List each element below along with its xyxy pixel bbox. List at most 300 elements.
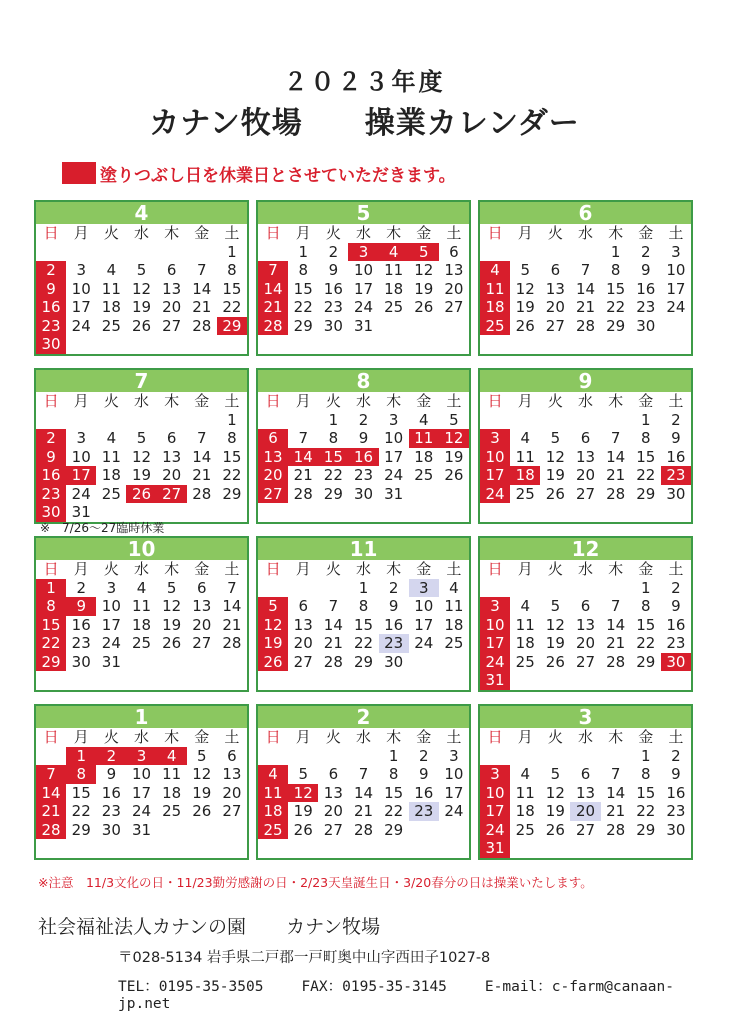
empty-cell bbox=[318, 671, 348, 690]
day-cell: 31 bbox=[480, 671, 510, 690]
day-cell: 8 bbox=[641, 765, 651, 783]
empty-cell bbox=[480, 243, 510, 262]
day-cell: 27 bbox=[258, 485, 288, 504]
empty-cell bbox=[318, 503, 348, 522]
day-cell: 12 bbox=[545, 783, 565, 802]
day-cell: 24 bbox=[353, 298, 374, 316]
weekday-label: 金 bbox=[638, 728, 654, 746]
weekday-label: 月 bbox=[295, 728, 311, 746]
empty-cell bbox=[187, 335, 217, 354]
day-cell: 2 bbox=[671, 410, 681, 429]
empty-cell bbox=[187, 671, 217, 690]
day-cell: 23 bbox=[36, 317, 66, 336]
weekday-label: 日 bbox=[487, 560, 503, 578]
empty-cell bbox=[288, 671, 318, 690]
day-cell: 19 bbox=[545, 466, 565, 484]
day-cell: 10 bbox=[353, 261, 374, 279]
day-cell: 22 bbox=[606, 298, 626, 316]
day-cell: 29 bbox=[636, 484, 656, 503]
day-cell: 10 bbox=[444, 765, 464, 783]
empty-cell bbox=[570, 243, 600, 262]
empty-cell bbox=[348, 503, 378, 522]
month-grid bbox=[480, 224, 691, 354]
day-cell: 20 bbox=[545, 298, 565, 316]
month-grid bbox=[36, 392, 247, 522]
empty-cell bbox=[288, 747, 318, 766]
day-cell: 22 bbox=[71, 802, 91, 820]
day-cell: 7 bbox=[258, 261, 288, 280]
day-cell: 23 bbox=[409, 802, 439, 821]
day-cell: 4 bbox=[520, 765, 530, 783]
day-cell: 19 bbox=[414, 279, 434, 298]
day-cell: 25 bbox=[131, 634, 152, 652]
day-cell: 2 bbox=[328, 242, 339, 261]
day-cell: 26 bbox=[192, 802, 212, 820]
day-cell: 7 bbox=[610, 765, 621, 783]
weekday-label: 日 bbox=[265, 224, 281, 242]
day-cell: 5 bbox=[520, 261, 530, 279]
legend-closed-swatch bbox=[62, 162, 96, 184]
day-cell: 7 bbox=[197, 261, 207, 279]
day-cell: 1 bbox=[358, 578, 369, 597]
empty-cell bbox=[157, 243, 187, 262]
day-cell: 15 bbox=[293, 279, 313, 298]
legend-text: 塗りつぶし日を休業日とさせていただきます。 bbox=[100, 165, 456, 186]
empty-cell bbox=[439, 317, 469, 336]
empty-cell bbox=[480, 747, 510, 766]
empty-cell bbox=[288, 839, 318, 858]
day-cell: 11 bbox=[515, 447, 535, 466]
day-cell: 6 bbox=[258, 429, 288, 448]
day-cell: 27 bbox=[323, 820, 343, 839]
day-cell: 26 bbox=[126, 485, 156, 504]
empty-cell bbox=[540, 579, 570, 598]
empty-cell bbox=[66, 411, 96, 430]
empty-cell bbox=[540, 747, 570, 766]
empty-cell bbox=[288, 335, 318, 354]
empty-cell bbox=[348, 747, 378, 766]
day-cell: 24 bbox=[101, 634, 121, 652]
day-cell: 20 bbox=[162, 298, 182, 316]
day-cell: 26 bbox=[515, 316, 535, 335]
day-cell: 8 bbox=[641, 597, 651, 615]
empty-cell bbox=[126, 839, 156, 858]
empty-cell bbox=[96, 335, 126, 354]
day-cell: 6 bbox=[328, 765, 339, 783]
tel: TEL：0195-35-3505 bbox=[118, 979, 264, 995]
empty-cell bbox=[157, 839, 187, 858]
weekday-label: 水 bbox=[355, 224, 371, 242]
day-cell: 13 bbox=[545, 279, 565, 298]
day-cell: 7 bbox=[298, 429, 308, 447]
day-cell: 12 bbox=[515, 279, 535, 298]
weekday-label: 土 bbox=[668, 560, 684, 578]
day-cell: 4 bbox=[520, 429, 530, 447]
empty-cell bbox=[601, 411, 631, 430]
empty-cell bbox=[258, 411, 288, 430]
weekday-label: 月 bbox=[517, 728, 533, 746]
day-cell: 22 bbox=[353, 634, 374, 652]
empty-cell bbox=[510, 243, 540, 262]
day-cell: 19 bbox=[293, 802, 313, 820]
month-grid bbox=[480, 392, 691, 522]
day-cell: 16 bbox=[414, 783, 434, 802]
day-cell: 26 bbox=[414, 298, 434, 316]
day-cell: 6 bbox=[227, 746, 237, 765]
day-cell: 19 bbox=[131, 298, 152, 316]
day-cell: 29 bbox=[293, 316, 313, 335]
day-cell: 20 bbox=[258, 466, 288, 485]
day-cell: 25 bbox=[384, 298, 404, 316]
day-cell: 17 bbox=[353, 279, 374, 298]
day-cell: 22 bbox=[384, 802, 404, 820]
farm-name: カナン牧場 bbox=[286, 916, 381, 938]
day-cell: 7 bbox=[227, 578, 237, 597]
empty-cell bbox=[157, 335, 187, 354]
day-cell: 9 bbox=[388, 597, 399, 615]
day-cell: 9 bbox=[641, 261, 651, 279]
weekday-label: 土 bbox=[668, 728, 684, 746]
day-cell: 10 bbox=[480, 616, 510, 635]
empty-cell bbox=[36, 839, 66, 858]
empty-cell bbox=[601, 671, 631, 690]
weekday-label: 月 bbox=[73, 560, 89, 578]
day-cell: 3 bbox=[480, 765, 510, 784]
day-cell: 15 bbox=[353, 615, 374, 634]
day-cell: 28 bbox=[323, 652, 343, 671]
empty-cell bbox=[379, 671, 409, 690]
day-cell: 18 bbox=[515, 802, 535, 820]
organization-name: 社会福祉法人カナンの園 bbox=[38, 916, 247, 938]
day-cell: 4 bbox=[106, 261, 117, 279]
empty-cell bbox=[348, 839, 378, 858]
day-cell: 14 bbox=[606, 447, 626, 466]
day-cell: 19 bbox=[131, 466, 152, 484]
day-cell: 12 bbox=[545, 615, 565, 634]
day-cell: 18 bbox=[101, 298, 121, 316]
day-cell: 10 bbox=[414, 597, 434, 615]
day-cell: 13 bbox=[258, 448, 288, 467]
day-cell: 16 bbox=[71, 615, 91, 634]
day-cell: 31 bbox=[353, 316, 374, 335]
day-cell: 20 bbox=[192, 615, 212, 634]
month-3 bbox=[478, 704, 693, 860]
day-cell: 10 bbox=[384, 429, 404, 447]
day-cell: 2 bbox=[671, 578, 681, 597]
empty-cell bbox=[217, 653, 247, 672]
weekday-label: 火 bbox=[103, 728, 119, 746]
day-cell: 9 bbox=[671, 429, 681, 447]
day-cell: 20 bbox=[162, 466, 182, 484]
day-cell: 20 bbox=[323, 802, 343, 820]
day-cell: 14 bbox=[36, 784, 66, 803]
day-cell: 4 bbox=[106, 429, 117, 447]
month-10 bbox=[34, 536, 249, 692]
month-grid bbox=[480, 728, 691, 858]
empty-cell bbox=[409, 317, 439, 336]
day-cell: 21 bbox=[222, 615, 242, 634]
day-cell: 28 bbox=[606, 652, 626, 671]
weekday-label: 日 bbox=[487, 392, 503, 410]
day-cell: 8 bbox=[358, 597, 369, 615]
weekday-label: 月 bbox=[73, 728, 89, 746]
day-cell: 2 bbox=[671, 746, 681, 765]
day-cell: 18 bbox=[414, 447, 434, 466]
organization-line bbox=[38, 912, 420, 939]
day-cell: 30 bbox=[71, 652, 91, 671]
empty-cell bbox=[661, 317, 691, 336]
day-cell: 2 bbox=[36, 261, 66, 280]
day-cell: 25 bbox=[515, 484, 535, 503]
day-cell: 14 bbox=[222, 597, 242, 615]
day-cell: 14 bbox=[192, 447, 212, 466]
empty-cell bbox=[631, 671, 661, 690]
day-cell: 16 bbox=[323, 279, 343, 298]
empty-cell bbox=[217, 839, 247, 858]
month-header: 6 bbox=[480, 202, 691, 224]
day-cell: 24 bbox=[666, 298, 686, 316]
day-cell: 11 bbox=[444, 597, 464, 615]
weekday-label: 金 bbox=[638, 560, 654, 578]
empty-cell bbox=[157, 671, 187, 690]
weekday-label: 土 bbox=[224, 560, 240, 578]
month-grid bbox=[258, 560, 469, 690]
day-cell: 11 bbox=[384, 261, 404, 279]
empty-cell bbox=[379, 839, 409, 858]
day-cell: 18 bbox=[384, 279, 404, 298]
day-cell: 3 bbox=[480, 597, 510, 616]
weekday-label: 水 bbox=[355, 392, 371, 410]
month-6 bbox=[478, 200, 693, 356]
weekday-label: 月 bbox=[517, 224, 533, 242]
day-cell: 30 bbox=[353, 484, 374, 503]
day-cell: 9 bbox=[358, 429, 369, 447]
day-cell: 27 bbox=[162, 316, 182, 335]
day-cell: 18 bbox=[258, 802, 288, 821]
day-cell: 21 bbox=[606, 466, 626, 484]
empty-cell bbox=[66, 671, 96, 690]
day-cell: 31 bbox=[131, 820, 152, 839]
day-cell: 8 bbox=[641, 429, 651, 447]
empty-cell bbox=[258, 579, 288, 598]
day-cell: 9 bbox=[36, 280, 66, 299]
empty-cell bbox=[409, 839, 439, 858]
day-cell: 1 bbox=[227, 242, 237, 261]
empty-cell bbox=[348, 335, 378, 354]
empty-cell bbox=[96, 243, 126, 262]
day-cell: 16 bbox=[348, 448, 378, 467]
empty-cell bbox=[409, 671, 439, 690]
weekday-label: 月 bbox=[295, 392, 311, 410]
weekday-label: 木 bbox=[608, 728, 624, 746]
day-cell: 19 bbox=[162, 615, 182, 634]
month-12 bbox=[478, 536, 693, 692]
weekday-label: 金 bbox=[416, 224, 432, 242]
empty-cell bbox=[217, 821, 247, 840]
day-cell: 15 bbox=[636, 447, 656, 466]
empty-cell bbox=[157, 821, 187, 840]
empty-cell bbox=[631, 335, 661, 354]
weekday-label: 日 bbox=[487, 224, 503, 242]
empty-cell bbox=[480, 579, 510, 598]
empty-cell bbox=[510, 671, 540, 690]
weekday-label: 火 bbox=[547, 560, 563, 578]
day-cell: 12 bbox=[131, 279, 152, 298]
day-cell: 10 bbox=[131, 765, 152, 783]
day-cell: 11 bbox=[409, 429, 439, 448]
weekday-label: 土 bbox=[224, 224, 240, 242]
day-cell: 12 bbox=[545, 447, 565, 466]
day-cell: 15 bbox=[36, 616, 66, 635]
empty-cell bbox=[96, 839, 126, 858]
day-cell: 6 bbox=[580, 429, 591, 447]
day-cell: 10 bbox=[480, 784, 510, 803]
day-cell: 15 bbox=[636, 783, 656, 802]
day-cell: 25 bbox=[162, 802, 182, 820]
weekday-label: 土 bbox=[446, 560, 462, 578]
day-cell: 28 bbox=[192, 316, 212, 335]
empty-cell bbox=[96, 671, 126, 690]
weekday-label: 土 bbox=[668, 392, 684, 410]
day-cell: 23 bbox=[379, 634, 409, 653]
day-cell: 2 bbox=[76, 578, 86, 597]
weekday-label: 金 bbox=[416, 560, 432, 578]
day-cell: 1 bbox=[610, 242, 621, 261]
day-cell: 29 bbox=[36, 653, 66, 672]
empty-cell bbox=[540, 335, 570, 354]
day-cell: 17 bbox=[444, 783, 464, 802]
day-cell: 30 bbox=[666, 820, 686, 839]
empty-cell bbox=[439, 839, 469, 858]
day-cell: 22 bbox=[36, 634, 66, 653]
day-cell: 13 bbox=[222, 765, 242, 783]
empty-cell bbox=[187, 243, 217, 262]
day-cell: 23 bbox=[666, 634, 686, 652]
empty-cell bbox=[540, 503, 570, 522]
day-cell: 13 bbox=[323, 783, 343, 802]
day-cell: 22 bbox=[293, 298, 313, 316]
weekday-label: 水 bbox=[133, 560, 149, 578]
day-cell: 22 bbox=[636, 634, 656, 652]
month-grid bbox=[258, 224, 469, 354]
weekday-label: 月 bbox=[517, 392, 533, 410]
day-cell: 24 bbox=[71, 316, 91, 335]
day-cell: 8 bbox=[227, 429, 237, 447]
month-header: 5 bbox=[258, 202, 469, 224]
weekday-label: 火 bbox=[103, 560, 119, 578]
day-cell: 6 bbox=[550, 261, 561, 279]
day-cell: 7 bbox=[610, 429, 621, 447]
day-cell: 11 bbox=[131, 597, 152, 615]
day-cell: 4 bbox=[480, 261, 510, 280]
weekday-label: 木 bbox=[608, 224, 624, 242]
day-cell: 21 bbox=[575, 298, 596, 316]
day-cell: 21 bbox=[36, 802, 66, 821]
weekday-label: 金 bbox=[194, 560, 210, 578]
day-cell: 29 bbox=[353, 652, 374, 671]
empty-cell bbox=[661, 335, 691, 354]
day-cell: 3 bbox=[449, 746, 459, 765]
day-cell: 14 bbox=[192, 279, 212, 298]
day-cell: 25 bbox=[444, 634, 464, 652]
empty-cell bbox=[187, 503, 217, 522]
day-cell: 13 bbox=[575, 615, 596, 634]
empty-cell bbox=[36, 411, 66, 430]
day-cell: 30 bbox=[36, 335, 66, 354]
day-cell: 5 bbox=[409, 243, 439, 262]
day-cell: 15 bbox=[222, 447, 242, 466]
day-cell: 28 bbox=[606, 820, 626, 839]
empty-cell bbox=[601, 579, 631, 598]
day-cell: 9 bbox=[419, 765, 429, 783]
weekday-label: 火 bbox=[547, 728, 563, 746]
email: E-mail：c-farm@canaan-jp.net bbox=[118, 979, 675, 1012]
month-grid bbox=[480, 560, 691, 690]
empty-cell bbox=[661, 839, 691, 858]
day-cell: 8 bbox=[36, 597, 66, 616]
weekday-label: 火 bbox=[103, 392, 119, 410]
empty-cell bbox=[480, 503, 510, 522]
empty-cell bbox=[288, 579, 318, 598]
day-cell: 9 bbox=[66, 597, 96, 616]
day-cell: 1 bbox=[36, 579, 66, 598]
day-cell: 4 bbox=[157, 747, 187, 766]
weekday-label: 火 bbox=[325, 560, 341, 578]
day-cell: 27 bbox=[575, 652, 596, 671]
empty-cell bbox=[409, 335, 439, 354]
empty-cell bbox=[126, 411, 156, 430]
day-cell: 24 bbox=[480, 653, 510, 672]
day-cell: 25 bbox=[414, 466, 434, 484]
day-cell: 3 bbox=[388, 410, 399, 429]
month-grid bbox=[258, 392, 469, 522]
day-cell: 20 bbox=[575, 466, 596, 484]
month-header: 10 bbox=[36, 538, 247, 560]
weekday-label: 月 bbox=[73, 392, 89, 410]
day-cell: 21 bbox=[606, 634, 626, 652]
empty-cell bbox=[570, 503, 600, 522]
empty-cell bbox=[439, 821, 469, 840]
day-cell: 13 bbox=[444, 261, 464, 279]
month-8 bbox=[256, 368, 471, 524]
empty-cell bbox=[126, 243, 156, 262]
day-cell: 10 bbox=[666, 261, 686, 279]
day-cell: 19 bbox=[515, 298, 535, 316]
day-cell: 9 bbox=[106, 765, 117, 783]
day-cell: 13 bbox=[162, 279, 182, 298]
day-cell: 17 bbox=[71, 298, 91, 316]
month-header: 4 bbox=[36, 202, 247, 224]
month-grid bbox=[36, 224, 247, 354]
empty-cell bbox=[126, 671, 156, 690]
empty-cell bbox=[439, 653, 469, 672]
day-cell: 9 bbox=[671, 597, 681, 615]
day-cell: 2 bbox=[358, 410, 369, 429]
day-cell: 14 bbox=[575, 279, 596, 298]
weekday-label: 日 bbox=[265, 560, 281, 578]
day-cell: 15 bbox=[318, 448, 348, 467]
day-cell: 3 bbox=[76, 261, 86, 279]
day-cell: 26 bbox=[293, 820, 313, 839]
day-cell: 30 bbox=[636, 316, 656, 335]
day-cell: 24 bbox=[480, 485, 510, 504]
day-cell: 25 bbox=[258, 821, 288, 840]
empty-cell bbox=[661, 671, 691, 690]
empty-cell bbox=[379, 317, 409, 336]
day-cell: 3 bbox=[106, 578, 117, 597]
month-header: 3 bbox=[480, 706, 691, 728]
day-cell: 6 bbox=[449, 242, 459, 261]
